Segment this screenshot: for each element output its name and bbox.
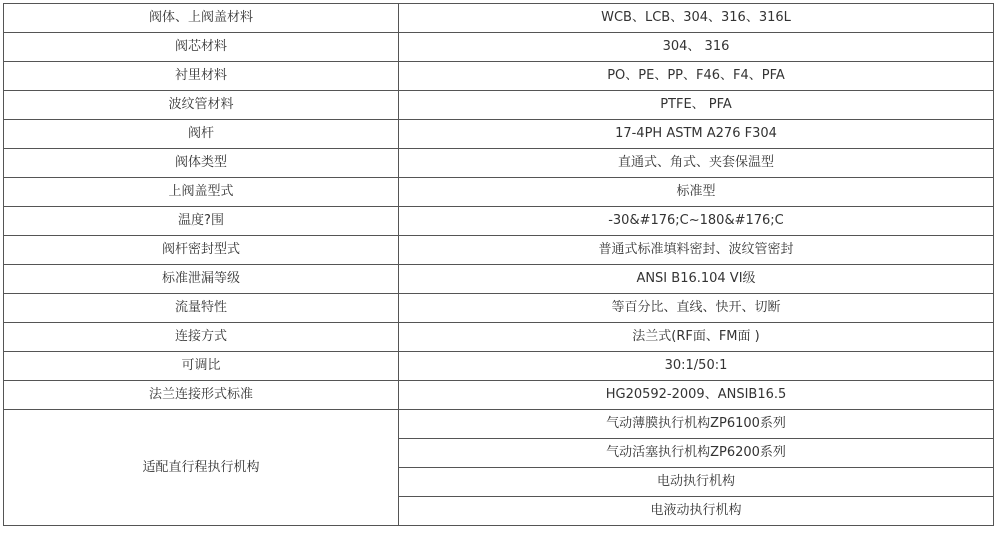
- table-row: [4, 207, 994, 236]
- actuator-value: 气动薄膜执行机构ZP6100系列: [399, 410, 994, 439]
- row-label: 法兰连接形式标准: [4, 381, 399, 410]
- row-value: WCB、LCB、304、316、316L: [399, 4, 994, 33]
- table-row: [4, 236, 994, 265]
- row-value: 30:1/50:1: [399, 352, 994, 381]
- table-row: [4, 120, 994, 149]
- row-value: PO、PE、PP、F46、F4、PFA: [399, 62, 994, 91]
- row-value: 法兰式(RF面、FM面 ): [399, 323, 994, 352]
- row-label: 阀体类型: [4, 149, 399, 178]
- row-label: 波纹管材料: [4, 91, 399, 120]
- actuator-value: 气动活塞执行机构ZP6200系列: [399, 439, 994, 468]
- row-label: 阀杆密封型式: [4, 236, 399, 265]
- row-value: HG20592-2009、ANSIB16.5: [399, 381, 994, 410]
- table-row: [4, 410, 994, 439]
- table-row: [4, 62, 994, 91]
- row-label: 可调比: [4, 352, 399, 381]
- table-row: [4, 149, 994, 178]
- row-value: 标准型: [399, 178, 994, 207]
- table-row: [4, 323, 994, 352]
- table-row: [4, 91, 994, 120]
- actuator-value: 电动执行机构: [399, 468, 994, 497]
- row-label: 阀体、上阀盖材料: [4, 4, 399, 33]
- table-row: [4, 352, 994, 381]
- row-value: 17-4PH ASTM A276 F304: [399, 120, 994, 149]
- table-row: [4, 33, 994, 62]
- row-value: ANSI B16.104 VI级: [399, 265, 994, 294]
- row-label: 标准泄漏等级: [4, 265, 399, 294]
- actuator-value: 电液动执行机构: [399, 497, 994, 526]
- row-label: 阀芯材料: [4, 33, 399, 62]
- row-label: 流量特性: [4, 294, 399, 323]
- actuator-label: 适配直行程执行机构: [4, 410, 399, 526]
- table-row: [4, 381, 994, 410]
- row-label: 衬里材料: [4, 62, 399, 91]
- row-label: 连接方式: [4, 323, 399, 352]
- row-value: 直通式、角式、夹套保温型: [399, 149, 994, 178]
- row-label: 温度?围: [4, 207, 399, 236]
- row-label: 阀杆: [4, 120, 399, 149]
- spec-table: [3, 3, 994, 526]
- table-row: [4, 178, 994, 207]
- row-value: -30&#176;C~180&#176;C: [399, 207, 994, 236]
- row-label: 上阀盖型式: [4, 178, 399, 207]
- row-value: 304、 316: [399, 33, 994, 62]
- table-row: [4, 294, 994, 323]
- row-value: 普通式标准填料密封、波纹管密封: [399, 236, 994, 265]
- row-value: PTFE、 PFA: [399, 91, 994, 120]
- table-row: [4, 4, 994, 33]
- table-row: [4, 265, 994, 294]
- row-value: 等百分比、直线、快开、切断: [399, 294, 994, 323]
